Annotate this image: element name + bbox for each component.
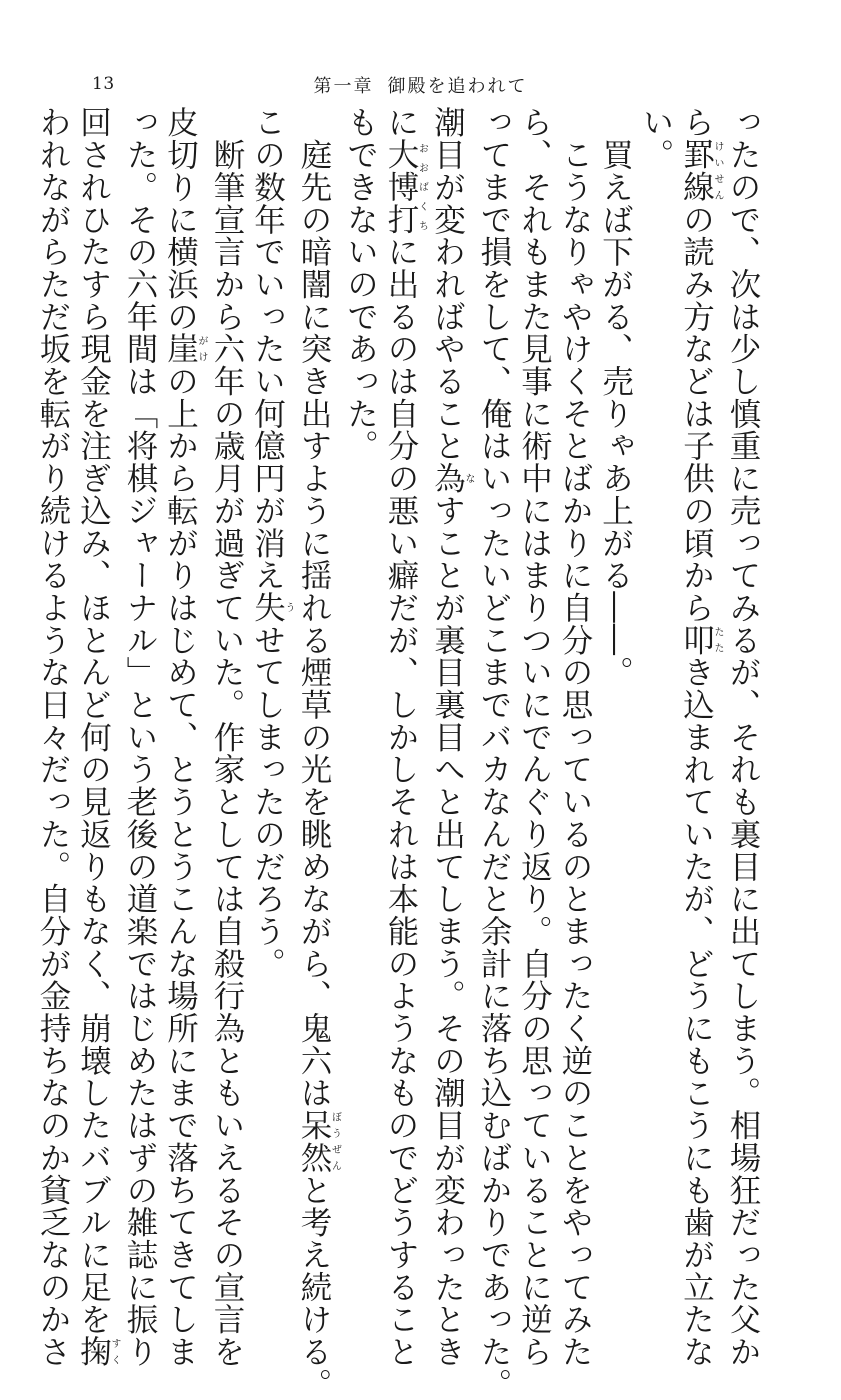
text-run: に <box>383 106 419 139</box>
ruby-base: 失 <box>249 591 286 624</box>
furigana-word <box>429 461 474 495</box>
text-run: ってまで損をして、俺はいったいどこまでバカなんだと余計に落ち込むばかりであった。 <box>476 106 512 1400</box>
text-line <box>73 106 120 1368</box>
furigana-reading: おおばくち <box>416 138 428 236</box>
text-line <box>474 106 515 1400</box>
text-run: 断筆宣言から六年の歳月が過ぎていた。作家としては自殺行為ともいえるその宣言を <box>209 106 245 1368</box>
ruby-base: 大博打 <box>383 138 419 236</box>
ruby-base: 罫線 <box>678 138 715 204</box>
furigana-reading: う <box>283 591 294 624</box>
text-run: この数年でいったい何億円が消え <box>249 106 286 592</box>
text-run: すことが裏目裏目へと出てしまう。その潮目が変わったとき <box>429 494 466 1368</box>
text-line <box>247 106 294 1146</box>
running-head <box>0 72 841 98</box>
text-run: われながらただ坂を転がり続けるような日々だった。自分が金持ちなのか貧乏なのかさ <box>35 106 71 1368</box>
text-line <box>381 106 428 1368</box>
text-line <box>636 106 677 1146</box>
text-run: の読み方などは子供の頃から <box>678 203 715 624</box>
text-run: ら、それもまた見事に術中にはまりついにでんぐり返り。自分の思っていることに逆ら <box>516 106 553 1368</box>
text-run: った。その六年間は「将棋ジャーナル」という老後の道楽ではじめたはずの雑誌に振り <box>122 106 158 1368</box>
text-run: 買えば下がる、売りゃあ上がる――。 <box>597 106 634 689</box>
furigana-reading: ぼうぜん <box>329 1108 341 1174</box>
text-line <box>676 106 723 1368</box>
text-line <box>340 106 381 1146</box>
text-line <box>120 106 161 1368</box>
text-line <box>207 106 248 1368</box>
furigana-reading: がけ <box>196 332 207 365</box>
furigana-word <box>75 1335 120 1368</box>
ruby-base: 為 <box>429 461 466 495</box>
text-run: せてしまったのだろう。 <box>249 623 286 980</box>
ruby-base: 崖 <box>162 332 199 365</box>
furigana-reading: けいせん <box>712 138 723 204</box>
text-run: に出るのは自分の悪い癖だが、しかしそれは本能のようなものでどうすること <box>383 235 419 1368</box>
text-line <box>723 106 764 1368</box>
text-run: 皮切りに横浜の <box>162 106 199 333</box>
text-run: こうなりゃやけくそとばかりに自分の思っているのとまったく逆のことをやってみた <box>557 106 593 1368</box>
text-run: と考え続ける。 <box>296 1173 332 1400</box>
chapter-title: 御殿を追われて <box>387 76 528 97</box>
chapter-number: 第一章 <box>313 76 374 97</box>
text-line <box>33 106 74 1368</box>
text-line <box>595 106 636 1146</box>
text-line <box>160 106 207 1368</box>
text-run: ら <box>678 106 715 139</box>
body-text <box>33 106 764 1400</box>
text-run: 回されひたすら現金を注ぎ込み、ほとんど何の見返りもなく、崩壊したバブルに足を <box>75 106 112 1336</box>
text-run: ったので、次は少し慎重に売ってみるが、それも裏目に出てしまう。相場狂だった父か <box>725 106 761 1368</box>
ruby-base: 呆然 <box>296 1108 332 1174</box>
furigana-reading: たた <box>712 623 723 656</box>
text-line <box>514 106 555 1368</box>
text-run: き込まれていたが、どうにもこうにも歯が立たな <box>678 655 715 1368</box>
furigana-word <box>383 138 428 236</box>
furigana-word <box>296 1108 341 1174</box>
furigana-word <box>249 591 294 624</box>
text-run: い。 <box>638 106 674 171</box>
text-run: の上から転がりはじめて、とうとうこんな場所にまで落ちてきてしま <box>162 364 199 1368</box>
furigana-word <box>162 332 207 365</box>
text-line <box>427 106 474 1368</box>
text-line <box>555 106 596 1368</box>
ruby-base: 叩 <box>678 623 715 656</box>
text-run: もできないのであった。 <box>342 106 379 462</box>
furigana-word <box>678 138 723 204</box>
furigana-reading: すく <box>109 1335 120 1368</box>
text-run: 潮目が変わればやること <box>429 106 466 462</box>
ruby-base: 掬 <box>75 1335 112 1368</box>
furigana-word <box>678 623 723 656</box>
page-number: 13 <box>92 74 115 94</box>
furigana-reading: な <box>463 461 474 495</box>
text-run: 庭先の暗闇に突き出すように揺れる煙草の光を眺めながら、鬼六は <box>296 106 332 1109</box>
text-line <box>294 106 341 1400</box>
